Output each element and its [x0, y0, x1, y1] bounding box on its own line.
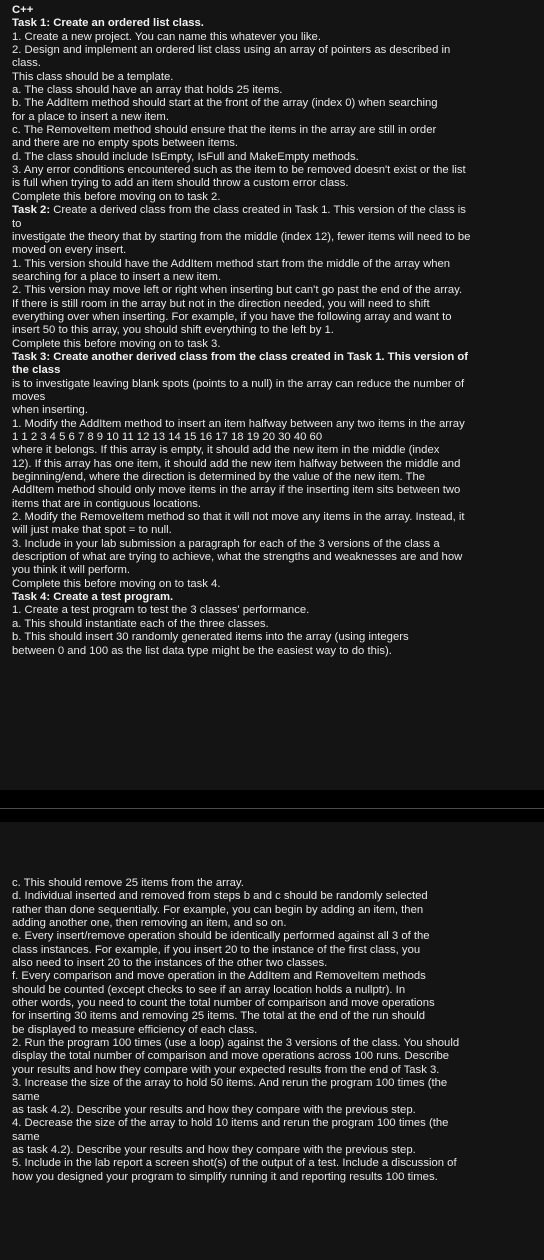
page1-line-10: and there are no empty spots between items. [12, 137, 239, 150]
page2-line-15: 3. Increase the size of the array to hold 50 items. And rerun the program 100 times (the [12, 1077, 448, 1090]
page2-line-13: display the total number of comparison and move operations across 100 runs. Describe [12, 1050, 450, 1063]
page1-line-1: Task 1: Create an ordered list class. [12, 17, 204, 30]
page1-line-44: Task 4: Create a test program. [12, 591, 174, 604]
page2-line-6: also need to insert 20 to the instances of the other two classes. [12, 957, 328, 970]
page1-line-26: Task 3: Create another derived class from the class created in Task 1. This version of [12, 350, 469, 363]
page-divider [0, 808, 544, 809]
page2-line-21: 5. Include in the lab report a screen shot(s) of the output of a test. Include a discussion of [12, 1157, 457, 1170]
page1-line-33: where it belongs. If this array is empty, it should add the new item in the middle (index [12, 444, 440, 457]
page2-line-17: as task 4.2). Describe your results and how they compare with the previous step. [12, 1103, 416, 1116]
page-2-text-body [0, 822, 544, 1184]
page1-line-32: 1 1 2 3 4 5 6 7 8 9 10 11 12 13 14 15 16 17 18 19 20 30 40 60 [12, 431, 323, 443]
page1-line-21: 2. This version may move left or right when inserting but can't go past the end of the array. [12, 284, 463, 297]
page1-line-47: b. This should insert 30 randomly generated items into the array (using integers [12, 631, 409, 644]
page1-line-35: beginning/end, where the direction is determined by the value of the new item. The [12, 471, 426, 484]
page1-line-46: a. This should instantiate each of the three classes. [12, 617, 269, 630]
page1-line-16: to [12, 217, 22, 230]
page1-line-13: is full when trying to add an item should throw a custom error class. [12, 177, 349, 190]
page1-line-15: Task 2: Create a derived class from the class created in Task 1. This version of the class is [12, 204, 466, 217]
page1-line-39: will just make that spot = to null. [12, 524, 172, 537]
page2-line-16: same [12, 1090, 40, 1103]
page1-line-40: 3. Include in your lab submission a paragraph for each of the 3 versions of the class a [12, 537, 440, 550]
page1-line-29: moves [12, 390, 46, 403]
page2-line-7: f. Every comparison and move operation in the AddItem and RemoveItem methods [12, 970, 426, 983]
page2-line-4: e. Every insert/remove operation should be identically performed against all 3 of the [12, 930, 430, 943]
page1-line-9: c. The RemoveItem method should ensure that the items in the array are still in order [12, 124, 437, 137]
bold-prefix: Task 2: [12, 204, 51, 217]
page1-line-31: 1. Modify the AddItem method to insert an item halfway between any two items in the array [12, 417, 465, 430]
page1-line-23: everything over when inserting. For example, if you have the following array and want to [12, 310, 452, 323]
page2-line-11: be displayed to measure efficiency of each class. [12, 1023, 258, 1036]
page1-line-41: description of what are trying to achieve, what the strengths and weaknesses are and how [12, 551, 463, 564]
page1-line-28: is to investigate leaving blank spots (points to a null) in the array can reduce the number of [12, 377, 465, 390]
page1-line-12: 3. Any error conditions encountered such as the item to be removed doesn't exist or the list [12, 164, 466, 177]
page2-line-12: 2. Run the program 100 times (use a loop) against the 3 versions of the class. You should [12, 1037, 460, 1050]
page2-line-8: should be counted (except checks to see if an array location holds a nullptr). In [12, 983, 406, 996]
page1-line-45: 1. Create a test program to test the 3 classes' performance. [12, 604, 310, 617]
page1-line-18: moved on every insert. [12, 244, 127, 257]
page1-line-7: b. The AddItem method should start at the front of the array (index 0) when searching [12, 97, 438, 110]
page2-line-10: for inserting 30 items and removing 25 items. The total at the end of the run should [12, 1010, 425, 1023]
document-page-2 [0, 822, 544, 1260]
page1-line-17: investigate the theory that by starting from the middle (index 12), fewer items will need to be [12, 230, 471, 243]
page1-line-3: 2. Design and implement an ordered list class using an array of pointers as described in [12, 44, 451, 57]
page1-line-14: Complete this before moving on to task 2. [12, 190, 221, 203]
page2-line-20: as task 4.2). Describe your results and how they compare with the previous step. [12, 1143, 416, 1156]
page2-line-2: rather than done sequentially. For example, you can begin by adding an item, then [12, 903, 424, 916]
page2-line-5: class instances. For example, if you insert 20 to the instance of the first class, you [12, 943, 421, 956]
page2-line-14: your results and how they compare with your expected results from the end of Task 3. [12, 1063, 440, 1076]
page2-line-3: adding another one, then removing an item, and so on. [12, 917, 287, 930]
page1-line-19: 1. This version should have the AddItem method start from the middle of the array when [12, 257, 451, 270]
page1-line-22: If there is still room in the array but not in the direction needed, you will need to shift [12, 297, 430, 310]
page1-line-34: 12). If this array has one item, it should add the new item halfway between the middle and [12, 457, 461, 470]
page2-line-1: d. Individual inserted and removed from steps b and c should be randomly selected [12, 890, 428, 903]
page1-line-30: when inserting. [12, 404, 88, 417]
page1-line-8: for a place to insert a new item. [12, 110, 169, 123]
page1-line-6: a. The class should have an array that holds 25 items. [12, 84, 283, 97]
page1-line-43: Complete this before moving on to task 4. [12, 577, 221, 590]
page2-line-22: how you designed your program to simplify running it and reporting results 100 times. [12, 1170, 438, 1183]
page1-line-37: items that are in contiguous locations. [12, 497, 202, 510]
page1-line-2: 1. Create a new project. You can name this whatever you like. [12, 30, 321, 43]
page1-line-5: This class should be a template. [12, 70, 174, 83]
page1-line-42: you think it will perform. [12, 564, 131, 577]
page1-line-4: class. [12, 57, 41, 70]
page1-line-25: Complete this before moving on to task 3. [12, 337, 221, 350]
page1-line-36: AddItem method should only move items in the array if the inserting item sits between two [12, 484, 461, 497]
page2-line-18: 4. Decrease the size of the array to hold 10 items and rerun the program 100 times (the [12, 1117, 449, 1130]
page1-line-20: searching for a place to insert a new item. [12, 270, 222, 283]
page2-line-0: c. This should remove 25 items from the array. [12, 877, 244, 889]
page1-line-24: insert 50 to this array, you should shift everything to the left by 1. [12, 324, 334, 337]
page1-line-38: 2. Modify the RemoveItem method so that it will not move any items in the array. Instead, it [12, 511, 465, 524]
page2-line-19: same [12, 1130, 40, 1143]
page2-line-9: other words, you need to count the total number of comparison and move operations [12, 997, 435, 1010]
page1-line-27: the class [12, 364, 61, 377]
page1-line-48: between 0 and 100 as the list data type might be the easiest way to do this). [12, 644, 392, 657]
page1-line-11: d. The class should include IsEmpty, IsFull and MakeEmpty methods. [12, 150, 359, 163]
page1-line-0: C++ [12, 4, 34, 16]
